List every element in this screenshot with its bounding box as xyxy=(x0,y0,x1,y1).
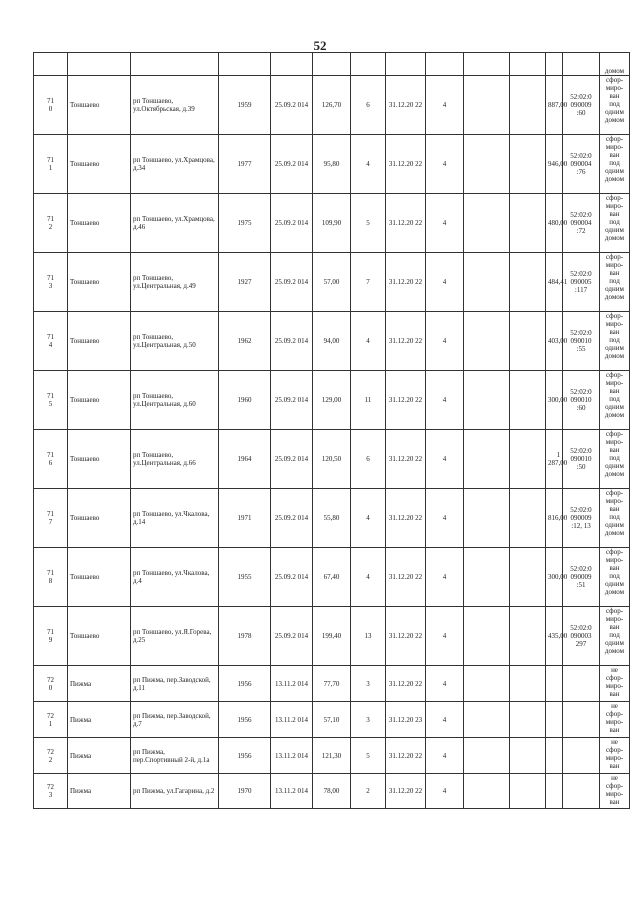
cell-col4: 4 xyxy=(426,666,464,702)
cell-col4: 4 xyxy=(426,312,464,371)
cell-area: 121,30 xyxy=(313,738,351,774)
cell-settlement: Тоншаево xyxy=(68,312,131,371)
cell-num: 72 0 xyxy=(34,666,68,702)
cell-col4: 4 xyxy=(426,774,464,809)
cell-area: 120,50 xyxy=(313,430,351,489)
cell-date: 25.09.2 014 xyxy=(271,371,313,430)
cell-address: рп Тоншаево, ул.Храмцова, д.46 xyxy=(131,194,219,253)
cell-count: 2 xyxy=(351,774,386,809)
cell-status: сфор- миро- ван под одним домом xyxy=(600,135,630,194)
cell-cad: 52:02:0 090009 :51 xyxy=(563,548,600,607)
cell-empty-1 xyxy=(464,548,510,607)
cell-date: 25.09.2 014 xyxy=(271,312,313,371)
cell-settlement: Пижма xyxy=(68,774,131,809)
cell-num: 72 3 xyxy=(34,774,68,809)
cell-empty-1 xyxy=(464,738,510,774)
cell-sum: 300,00 xyxy=(546,548,563,607)
cell-cad: 52:02:0 090010 :60 xyxy=(563,371,600,430)
cell-num: 71 2 xyxy=(34,194,68,253)
cell-cad: 52:02:0 090010 :50 xyxy=(563,430,600,489)
cell-num: 72 2 xyxy=(34,738,68,774)
cell-year: 1964 xyxy=(219,430,271,489)
cell-address: рп Тоншаево, ул.Центральная, д.60 xyxy=(131,371,219,430)
cell-year: 1970 xyxy=(219,774,271,809)
cell-date2: 31.12.20 22 xyxy=(386,607,426,666)
cell-num: 71 5 xyxy=(34,371,68,430)
cell-address: рп Тоншаево, ул.Центральная, д.49 xyxy=(131,253,219,312)
cell-settlement: Тоншаево xyxy=(68,371,131,430)
cell-date2: 31.12.20 22 xyxy=(386,430,426,489)
table-row xyxy=(34,371,630,430)
cell-empty-1 xyxy=(464,774,510,809)
cell-area: 77,70 xyxy=(313,666,351,702)
cell-date: 25.09.2 014 xyxy=(271,76,313,135)
cell-date2: 31.12.20 22 xyxy=(386,489,426,548)
cell-sum xyxy=(546,666,563,702)
cell-status: сфор- миро- ван под одним домом xyxy=(600,371,630,430)
cell-empty-2 xyxy=(510,774,546,809)
cell-sum xyxy=(546,702,563,738)
cell-settlement: Пижма xyxy=(68,738,131,774)
cell-year: 1962 xyxy=(219,312,271,371)
table-row xyxy=(34,702,630,738)
table-row xyxy=(34,774,630,809)
cell-status: сфор- миро- ван под одним домом xyxy=(600,607,630,666)
cell-col4: 4 xyxy=(426,253,464,312)
cell-year: 1956 xyxy=(219,666,271,702)
cell-settlement: Тоншаево xyxy=(68,489,131,548)
cell-empty-2 xyxy=(510,738,546,774)
cell-area: 129,00 xyxy=(313,371,351,430)
table-row xyxy=(34,489,630,548)
table-row xyxy=(34,430,630,489)
cell-area: 95,80 xyxy=(313,135,351,194)
table-row xyxy=(34,76,630,135)
cell-col4: 4 xyxy=(426,548,464,607)
cell-date: 13.11.2 014 xyxy=(271,774,313,809)
cell-year: 1956 xyxy=(219,738,271,774)
table-row xyxy=(34,738,630,774)
cell-year: 1977 xyxy=(219,135,271,194)
cell-col4: 4 xyxy=(426,702,464,738)
cell-address: рп Тоншаево, ул.Центральная, д.50 xyxy=(131,312,219,371)
cell-empty-2 xyxy=(510,548,546,607)
cell-col4: 4 xyxy=(426,489,464,548)
cell-status: не сфор- миро- ван xyxy=(600,702,630,738)
cell-area: 57,00 xyxy=(313,253,351,312)
cell-address: рп Пижма, пер.Спортивный 2-й, д.1а xyxy=(131,738,219,774)
cell-sum: 480,00 xyxy=(546,194,563,253)
cell-empty-2 xyxy=(510,607,546,666)
cell-num: 72 1 xyxy=(34,702,68,738)
cell-date xyxy=(271,53,313,76)
cell-count: 7 xyxy=(351,253,386,312)
cell-address: рп Тоншаево, ул.Центральная, д.66 xyxy=(131,430,219,489)
cell-count xyxy=(351,53,386,76)
cell-address: рп Пижма, пер.Заводской, д.11 xyxy=(131,666,219,702)
cell-col4: 4 xyxy=(426,76,464,135)
cell-empty-1 xyxy=(464,194,510,253)
cell-col4: 4 xyxy=(426,607,464,666)
cell-empty-1 xyxy=(464,53,510,76)
cell-count: 4 xyxy=(351,312,386,371)
cell-cad: 52:02:0 090005 :117 xyxy=(563,253,600,312)
cell-area: 55,80 xyxy=(313,489,351,548)
cell-date2 xyxy=(386,53,426,76)
cell-cad: 52:02:0 090010 :55 xyxy=(563,312,600,371)
cell-year: 1927 xyxy=(219,253,271,312)
cell-empty-1 xyxy=(464,430,510,489)
cell-empty-1 xyxy=(464,489,510,548)
table-row xyxy=(34,253,630,312)
cell-address: рп Тоншаево, ул.Чкалова, д.4 xyxy=(131,548,219,607)
cell-address: рп Тоншаево, ул.Чкалова, д.14 xyxy=(131,489,219,548)
cell-address xyxy=(131,53,219,76)
cell-empty-2 xyxy=(510,666,546,702)
cell-count: 6 xyxy=(351,430,386,489)
cell-status: сфор- миро- ван под одним домом xyxy=(600,430,630,489)
cell-num: 71 7 xyxy=(34,489,68,548)
cell-status: не сфор- миро- ван xyxy=(600,666,630,702)
cell-empty-2 xyxy=(510,371,546,430)
cell-date: 13.11.2 014 xyxy=(271,702,313,738)
cell-settlement: Тоншаево xyxy=(68,253,131,312)
cell-col4: 4 xyxy=(426,371,464,430)
cell-empty-1 xyxy=(464,666,510,702)
cell-cad xyxy=(563,702,600,738)
cell-settlement: Тоншаево xyxy=(68,430,131,489)
cell-empty-1 xyxy=(464,253,510,312)
cell-status: сфор- миро- ван под одним домом xyxy=(600,76,630,135)
cell-cad: 52:02:0 090004 :72 xyxy=(563,194,600,253)
cell-count: 4 xyxy=(351,548,386,607)
cell-date: 25.09.2 014 xyxy=(271,253,313,312)
cell-sum: 435,00 xyxy=(546,607,563,666)
cell-empty-1 xyxy=(464,76,510,135)
cell-status: не сфор- миро- ван xyxy=(600,774,630,809)
cell-year: 1959 xyxy=(219,76,271,135)
cell-settlement: Пижма xyxy=(68,666,131,702)
cell-date2: 31.12.20 22 xyxy=(386,135,426,194)
cell-settlement: Тоншаево xyxy=(68,607,131,666)
cell-cad xyxy=(563,774,600,809)
cell-num: 71 1 xyxy=(34,135,68,194)
table-row xyxy=(34,607,630,666)
cell-cad: 52:02:0 090009 :12, 13 xyxy=(563,489,600,548)
cell-empty-2 xyxy=(510,194,546,253)
cell-empty-2 xyxy=(510,430,546,489)
cell-col4: 4 xyxy=(426,738,464,774)
cell-empty-2 xyxy=(510,76,546,135)
cell-cad: 52:02:0 090003 297 xyxy=(563,607,600,666)
cell-col4: 4 xyxy=(426,135,464,194)
cell-date: 25.09.2 014 xyxy=(271,194,313,253)
cell-settlement: Пижма xyxy=(68,702,131,738)
cell-empty-1 xyxy=(464,702,510,738)
table-row xyxy=(34,666,630,702)
cell-status: сфор- миро- ван под одним домом xyxy=(600,489,630,548)
cell-sum: 300,00 xyxy=(546,371,563,430)
cell-area xyxy=(313,53,351,76)
cell-date2: 31.12.20 22 xyxy=(386,312,426,371)
cell-sum: 484,41 xyxy=(546,253,563,312)
cell-area: 199,40 xyxy=(313,607,351,666)
cell-sum: 816,00 xyxy=(546,489,563,548)
cell-date: 25.09.2 014 xyxy=(271,548,313,607)
cell-sum xyxy=(546,774,563,809)
cell-sum xyxy=(546,738,563,774)
cell-status: сфор- миро- ван под одним домом xyxy=(600,194,630,253)
cell-num: 71 4 xyxy=(34,312,68,371)
table-row-continued xyxy=(34,53,630,76)
cell-year: 1955 xyxy=(219,548,271,607)
cell-status: сфор- миро- ван под одним домом xyxy=(600,253,630,312)
cell-empty-1 xyxy=(464,607,510,666)
cell-sum: 1 287,00 xyxy=(546,430,563,489)
cell-col4: 4 xyxy=(426,194,464,253)
cell-date2: 31.12.20 22 xyxy=(386,371,426,430)
cell-settlement: Тоншаево xyxy=(68,194,131,253)
cell-empty-1 xyxy=(464,135,510,194)
cell-empty-1 xyxy=(464,371,510,430)
housing-registry-table xyxy=(33,52,630,809)
cell-year: 1960 xyxy=(219,371,271,430)
cell-year xyxy=(219,53,271,76)
cell-area: 67,40 xyxy=(313,548,351,607)
cell-count: 11 xyxy=(351,371,386,430)
cell-num: 71 8 xyxy=(34,548,68,607)
cell-count: 4 xyxy=(351,489,386,548)
cell-area: 78,00 xyxy=(313,774,351,809)
cell-num: 71 3 xyxy=(34,253,68,312)
cell-date2: 31.12.20 22 xyxy=(386,666,426,702)
cell-sum: 946,00 xyxy=(546,135,563,194)
cell-date: 25.09.2 014 xyxy=(271,489,313,548)
table-row xyxy=(34,312,630,371)
cell-date: 25.09.2 014 xyxy=(271,135,313,194)
cell-address: рп Пижма, ул.Гагарина, д.2 xyxy=(131,774,219,809)
cell-date2: 31.12.20 22 xyxy=(386,194,426,253)
cell-empty-2 xyxy=(510,312,546,371)
cell-area: 109,90 xyxy=(313,194,351,253)
cell-empty-2 xyxy=(510,253,546,312)
cell-num: 71 6 xyxy=(34,430,68,489)
cell-area: 126,70 xyxy=(313,76,351,135)
cell-empty-2 xyxy=(510,135,546,194)
cell-date2: 31.12.20 22 xyxy=(386,76,426,135)
cell-year: 1956 xyxy=(219,702,271,738)
cell-date2: 31.12.20 22 xyxy=(386,548,426,607)
cell-status: сфор- миро- ван под одним домом xyxy=(600,312,630,371)
cell-cad xyxy=(563,666,600,702)
cell-empty-2 xyxy=(510,702,546,738)
page-number: 52 xyxy=(313,38,327,53)
cell-area: 94,00 xyxy=(313,312,351,371)
cell-sum: 403,00 xyxy=(546,312,563,371)
cell-settlement: Тоншаево xyxy=(68,548,131,607)
cell-date2: 31.12.20 22 xyxy=(386,774,426,809)
registry-body xyxy=(34,53,630,809)
cell-empty-1 xyxy=(464,312,510,371)
cell-num xyxy=(34,53,68,76)
cell-date: 25.09.2 014 xyxy=(271,430,313,489)
cell-year: 1975 xyxy=(219,194,271,253)
cell-cad xyxy=(563,53,600,76)
cell-address: рп Тоншаево, ул.Октябрьская, д.39 xyxy=(131,76,219,135)
cell-year: 1978 xyxy=(219,607,271,666)
cell-status: не сфор- миро- ван xyxy=(600,738,630,774)
cell-count: 3 xyxy=(351,702,386,738)
cell-cad: 52:02:0 090004 :76 xyxy=(563,135,600,194)
cell-date: 13.11.2 014 xyxy=(271,738,313,774)
cell-date2: 31.12.20 22 xyxy=(386,253,426,312)
cell-count: 6 xyxy=(351,76,386,135)
cell-address: рп Тоншаево, ул.Храмцова, д.34 xyxy=(131,135,219,194)
cell-empty-3 xyxy=(546,53,563,76)
cell-col4 xyxy=(426,53,464,76)
table-row xyxy=(34,548,630,607)
cell-empty-2 xyxy=(510,489,546,548)
cell-address: рп Тоншаево, ул.Я.Горева, д.25 xyxy=(131,607,219,666)
cell-year: 1971 xyxy=(219,489,271,548)
cell-date: 13.11.2 014 xyxy=(271,666,313,702)
cell-settlement: Тоншаево xyxy=(68,135,131,194)
cell-status: сфор- миро- ван под одним домом xyxy=(600,548,630,607)
cell-count: 5 xyxy=(351,738,386,774)
cell-status: домом xyxy=(600,53,630,76)
cell-area: 57,10 xyxy=(313,702,351,738)
table-row xyxy=(34,194,630,253)
cell-count: 4 xyxy=(351,135,386,194)
cell-count: 13 xyxy=(351,607,386,666)
cell-count: 5 xyxy=(351,194,386,253)
cell-settlement: Тоншаево xyxy=(68,76,131,135)
cell-empty-2 xyxy=(510,53,546,76)
table-row xyxy=(34,135,630,194)
cell-date2: 31.12.20 23 xyxy=(386,702,426,738)
cell-cad: 52:02:0 090009 :60 xyxy=(563,76,600,135)
cell-num: 71 0 xyxy=(34,76,68,135)
cell-col4: 4 xyxy=(426,430,464,489)
cell-num: 71 9 xyxy=(34,607,68,666)
cell-cad xyxy=(563,738,600,774)
cell-sum: 887,00 xyxy=(546,76,563,135)
cell-address: рп Пижма, пер.Заводской, д.7 xyxy=(131,702,219,738)
cell-date: 25.09.2 014 xyxy=(271,607,313,666)
cell-count: 3 xyxy=(351,666,386,702)
cell-date2: 31.12.20 22 xyxy=(386,738,426,774)
cell-settlement xyxy=(68,53,131,76)
